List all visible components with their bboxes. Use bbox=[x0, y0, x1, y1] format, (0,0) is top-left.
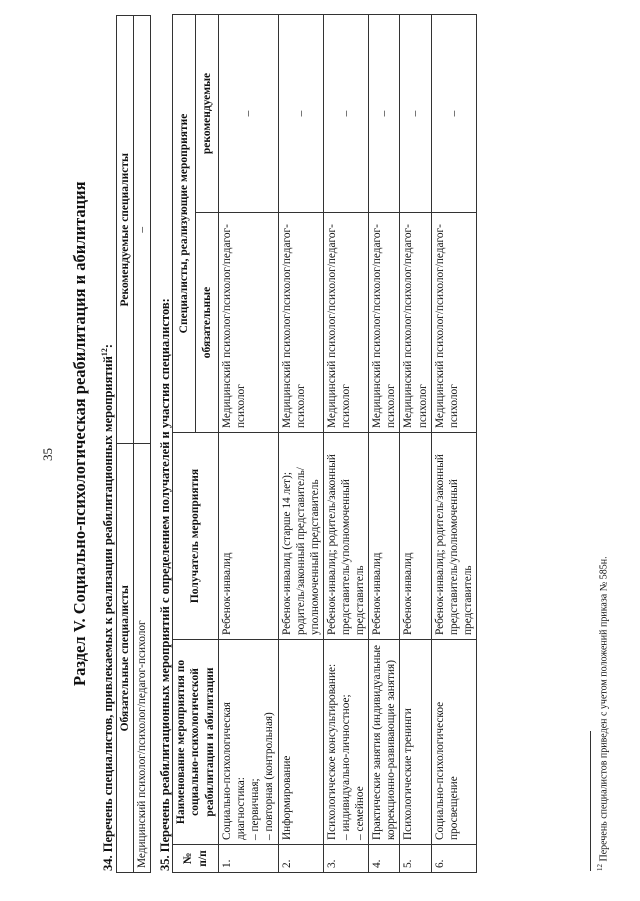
section-34-heading bbox=[100, 344, 116, 871]
specialists-table bbox=[116, 15, 151, 873]
row-num-cell: 1. bbox=[219, 845, 278, 873]
required-specialists-cell: Медицинский психолог/психолог/педагог-психолог bbox=[369, 213, 400, 433]
row-num-cell: 2. bbox=[278, 845, 323, 873]
recommended-specialists-cell: – bbox=[400, 14, 431, 212]
recommended-specialists-cell: – bbox=[219, 14, 278, 212]
header-recipient: Получатель мероприятия bbox=[173, 433, 219, 640]
table-row bbox=[400, 14, 431, 872]
measure-name-cell bbox=[323, 640, 368, 845]
header-specialists: Специалисты, реализующие мероприятие bbox=[173, 14, 196, 432]
table-row bbox=[369, 14, 400, 872]
measure-name-cell bbox=[219, 640, 278, 845]
recipient-cell: Ребенок-инвалид (старше 14 лет); родитель/законный представитель/уполномоченный представитель bbox=[278, 433, 323, 640]
header-num: № п/п bbox=[173, 845, 219, 873]
row-num-cell: 4. bbox=[369, 845, 400, 873]
table-row bbox=[219, 14, 278, 872]
recipient-cell: Ребенок-инвалид; родитель/законный представитель/уполномоченный представитель bbox=[431, 433, 476, 640]
measure-subitems bbox=[248, 644, 276, 840]
header-measure-name: Наименование мероприятия по социально-психологической реабилитации и абилитации bbox=[173, 640, 219, 845]
measure-name-cell bbox=[400, 640, 431, 845]
row-num-cell: 6. bbox=[431, 845, 476, 873]
table-row bbox=[431, 14, 476, 872]
table-row bbox=[323, 14, 368, 872]
measure-name: Информирование bbox=[280, 755, 293, 840]
required-specialists-cell: Медицинский психолог/психолог/педагог-психолог bbox=[431, 213, 476, 433]
list-item: – первичная; bbox=[248, 644, 262, 840]
recommended-specialists-cell: – bbox=[369, 14, 400, 212]
measure-name: Психологическое консультирование: bbox=[325, 663, 338, 840]
measure-name: Социально-психологическая диагностика: bbox=[221, 702, 248, 840]
specialists-header-row bbox=[117, 16, 134, 873]
section-34-heading-tail: : bbox=[101, 343, 116, 349]
list-item: – индивидуально-личностное; bbox=[339, 644, 353, 840]
section-35-heading: 35. Перечень реабилитационных мероприятий с определением получателей и участия специалистов: bbox=[158, 298, 172, 871]
required-specialists-cell: Медицинский психолог/психолог/педагог-психолог bbox=[400, 213, 431, 433]
measure-name: Психологические тренинги bbox=[402, 708, 415, 840]
required-specialists-header: Обязательные специалисты bbox=[117, 444, 134, 873]
measure-subitems bbox=[339, 644, 367, 840]
required-specialists-cell: Медицинский психолог/психолог/педагог-психолог bbox=[219, 213, 278, 433]
measures-table-body bbox=[219, 14, 477, 872]
section-34-heading-text: 34. Перечень специалистов, привлекаемых к реализации реабилитационных мероприятий bbox=[101, 356, 116, 871]
header-required: обязательные bbox=[196, 213, 219, 433]
recommended-specialists-cell: – bbox=[134, 16, 151, 445]
measure-name: Практические занятия (индивидуальные коррекционно-развивающие занятия) bbox=[371, 644, 398, 840]
list-item: – семейное bbox=[353, 644, 367, 840]
measures-header-row-1 bbox=[173, 14, 196, 872]
measure-name-cell bbox=[278, 640, 323, 845]
recommended-specialists-cell: – bbox=[431, 14, 476, 212]
measure-name-cell bbox=[431, 640, 476, 845]
measure-name: Социально-психологическое просвещение bbox=[433, 701, 460, 840]
recipient-cell: Ребенок-инвалид; родитель/законный представитель/уполномоченный представитель bbox=[323, 433, 368, 640]
footnote-text: Перечень специалистов приведен с учетом положений приказа № 585н. bbox=[598, 556, 610, 862]
recommended-specialists-header: Рекомендуемые специалисты bbox=[117, 16, 134, 445]
required-specialists-cell: Медицинский психолог/психолог/педагог-психолог bbox=[134, 444, 151, 873]
required-specialists-cell: Медицинский психолог/психолог/педагог-психолог bbox=[278, 213, 323, 433]
specialists-row bbox=[134, 16, 151, 873]
table-row bbox=[278, 14, 323, 872]
recommended-specialists-cell: – bbox=[278, 14, 323, 212]
footnote bbox=[596, 556, 609, 871]
recipient-cell: Ребенок-инвалид bbox=[219, 433, 278, 640]
row-num-cell: 5. bbox=[400, 845, 431, 873]
list-item: – повторная (контрольная) bbox=[262, 644, 276, 840]
page-number: 35 bbox=[40, 448, 55, 461]
recipient-cell: Ребенок-инвалид bbox=[400, 433, 431, 640]
footnote-mark: 12 bbox=[596, 864, 604, 871]
measures-table bbox=[172, 14, 477, 873]
section-title: Раздел V. Социально-психологическая реабилитация и абилитация bbox=[70, 181, 89, 686]
row-num-cell: 3. bbox=[323, 845, 368, 873]
footnote-divider bbox=[590, 731, 591, 871]
footnote-ref: 12 bbox=[100, 348, 109, 357]
header-recommended: рекомендуемые bbox=[196, 14, 219, 212]
required-specialists-cell: Медицинский психолог/психолог/педагог-психолог bbox=[323, 213, 368, 433]
recommended-specialists-cell: – bbox=[323, 14, 368, 212]
measure-name-cell bbox=[369, 640, 400, 845]
recipient-cell: Ребенок-инвалид bbox=[369, 433, 400, 640]
